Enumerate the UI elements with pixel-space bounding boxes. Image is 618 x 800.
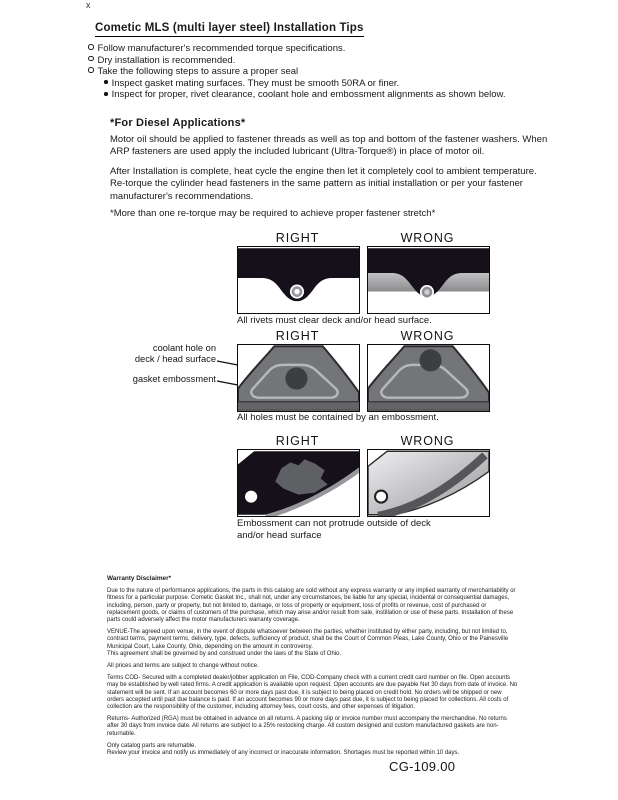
disclaimer-paragraph: Due to the nature of performance applications, the parts in this catalog are sold without any express warranty or any implied warranty of merchantability or fitness for a particular purpose. Cometic Gasket Inc., shall not, under any circumstances, be liable for any special, incidental or consequential damages, including, person, party or property, but not limited to, damage, or loss of property or equipment, loss of profits or revenue, cost of purchased or replacement goods, or claims of customers of the purchase, which may arise and/or result from sale, instillation or use of these parts. Installation of these parts could adversely affect the motor manufacturers warranty coverage. bbox=[107, 588, 516, 624]
disclaimer-paragraph: This agreement shall be governed by and construed under the laws of the State of Ohio. bbox=[107, 650, 342, 657]
diesel-paragraph-oil: Motor oil should be applied to fastener threads as well as top and bottom of the fastener washers. When ARP fasteners are used apply the included lubricant (Ultra-Torque®) in place of motor oil. bbox=[110, 134, 548, 158]
coolant-hole-label: coolant hole on bbox=[152, 343, 216, 353]
embossment-inside-deck-illustration bbox=[238, 450, 359, 516]
warranty-disclaimer-heading: Warranty Disclaimer* bbox=[107, 575, 172, 582]
diesel-paragraph-retorque: After Installation is complete, heat cycle the engine then let it completely cool to ambient temperature. Re-torque the cylinder head fasteners in the same pattern as initial installation or per your fastener manufacturer's recommendations. bbox=[110, 166, 537, 202]
embossment-wrong-diagram bbox=[367, 344, 490, 412]
tips-list bbox=[88, 43, 345, 78]
tip-bullet: Dry installation is recommended. bbox=[88, 55, 345, 67]
tip-sub-bullet: Inspect for proper, rivet clearance, coolant hole and embossment alignments as shown below. bbox=[104, 89, 506, 101]
right-label: RIGHT bbox=[275, 329, 320, 343]
rivet-touching-illustration bbox=[368, 247, 489, 313]
pair1-caption: All rivets must clear deck and/or head surface. bbox=[237, 315, 432, 326]
warranty-disclaimer bbox=[107, 575, 520, 757]
wrong-label: WRONG bbox=[400, 434, 455, 448]
page-title: Cometic MLS (multi layer steel) Installation Tips bbox=[95, 22, 364, 37]
gasket-embossment-label: gasket embossment bbox=[132, 374, 216, 384]
pair2-caption: All holes must be contained by an embossment. bbox=[237, 412, 439, 423]
disclaimer-paragraph: All prices and terms are subject to change without notice. bbox=[107, 663, 259, 670]
right-label: RIGHT bbox=[275, 434, 320, 448]
callout-labels bbox=[108, 343, 216, 385]
pair3-caption bbox=[237, 518, 431, 541]
diagram-pair-protrusion bbox=[0, 434, 618, 546]
disclaimer-paragraph: VENUE-The agreed upon venue, in the event of dispute whatsoever between the parties, whether instituted by either party, including, but not limited to, contract terms, payment terms, delivery, type, defects, sufficiency of product, shall be the Court of Common Pleas, Lake County, Ohio or the Painesville Municipal Court, Lake County, Ohio, depending on the amount in controversy. bbox=[107, 629, 509, 650]
disclaimer-paragraph: Review your invoice and notify us immediately of any incorrect or inaccurate information. Shortages must be reported within 10 days. bbox=[107, 750, 460, 757]
disclaimer-paragraph: Terms COD- Secured with a completed dealer/jobber application on File, COD-Company check with a current credit card number on file. Open accounts may be established by well rated firms. A credit application is available upon request. Open accounts are due payable Net 30 days from date of invoice. No statement will be sent. If an account becomes 60 or more days past due, it is subject to being placed on credit hold. No orders will be shipped or new orders accepted until past due balance is paid. If an account becomes 90 or more days past due, it is subject to being placed for collections. All costs of collection are the responsibility of the customer, including attorney fees, court costs, and other expenses of litigation. bbox=[107, 675, 518, 711]
rivet-wrong-diagram bbox=[367, 246, 490, 314]
diagram-pair-embossment bbox=[0, 329, 618, 441]
protrusion-wrong-diagram bbox=[367, 449, 490, 517]
rivet-right-diagram bbox=[237, 246, 360, 314]
embossment-right-diagram bbox=[237, 344, 360, 412]
embossment-protruding-illustration bbox=[368, 450, 489, 516]
wrong-label: WRONG bbox=[400, 231, 455, 245]
warranty-disclaimer-body bbox=[107, 588, 520, 757]
right-label: RIGHT bbox=[275, 231, 320, 245]
wrong-label: WRONG bbox=[400, 329, 455, 343]
scan-artifact: x bbox=[86, 0, 91, 10]
coolant-hole-label-2: deck / head surface bbox=[134, 354, 216, 364]
pair3-caption-line1: Embossment can not protrude outside of deck bbox=[237, 518, 431, 529]
pair3-caption-line2: and/or head surface bbox=[237, 529, 322, 541]
disclaimer-paragraph: Only catalog parts are returnable. bbox=[107, 742, 197, 749]
diesel-applications-heading: *For Diesel Applications* bbox=[110, 117, 246, 129]
hole-inside-embossment-illustration bbox=[238, 345, 359, 411]
rivet-clear-illustration bbox=[238, 247, 359, 313]
tip-bullet: Follow manufacturer's recommended torque specifications. bbox=[88, 43, 345, 55]
protrusion-right-diagram bbox=[237, 449, 360, 517]
disclaimer-paragraph: Returns- Authorized (RGA) must be obtained in advance on all returns. A packing slip or invoice number must accompany the merchandise. No returns after 30 days from invoice date. All returns are subject to a 25% restocking charge. All custom designed and custom manufactured gaskets are non-returnable. bbox=[107, 716, 507, 737]
page-number: CG-109.00 bbox=[389, 759, 456, 774]
tip-bullet: Take the following steps to assure a proper seal bbox=[88, 66, 345, 78]
tip-sub-bullet: Inspect gasket mating surfaces. They must be smooth 50RA or finer. bbox=[104, 78, 506, 90]
diagram-pair-rivets bbox=[0, 231, 618, 343]
tips-sublist bbox=[104, 78, 506, 101]
hole-outside-embossment-illustration bbox=[368, 345, 489, 411]
retorque-note: *More than one re-torque may be required to achieve proper fastener stretch* bbox=[110, 208, 436, 219]
